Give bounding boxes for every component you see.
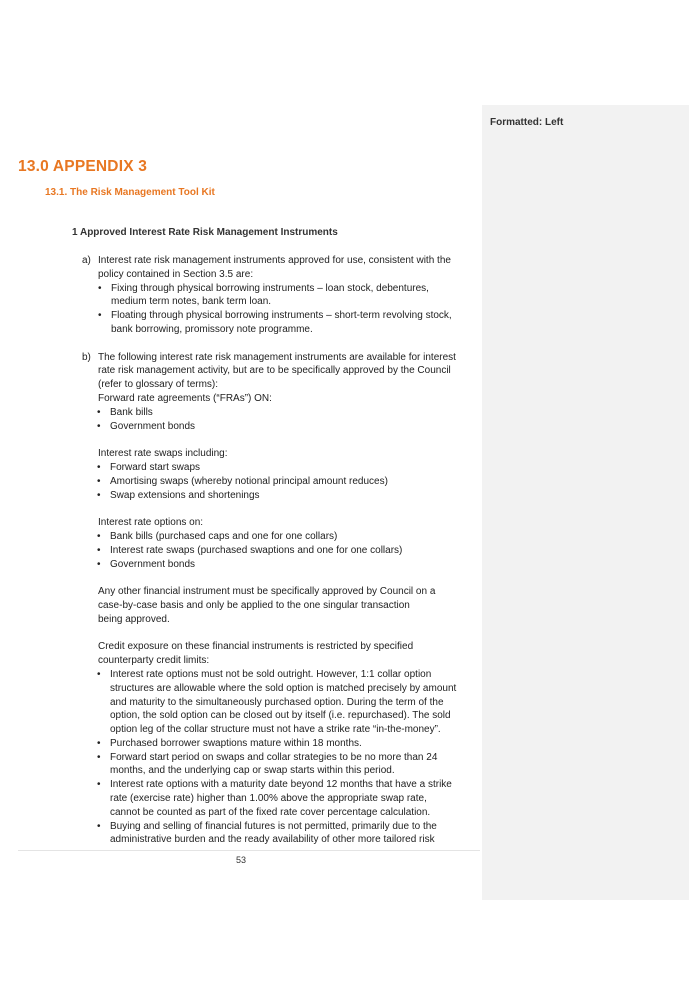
paragraph-line: Credit exposure on these financial instruments is restricted by specified xyxy=(98,641,414,653)
list-item: • Swap extensions and shortenings xyxy=(97,489,482,503)
list-item: • Bank bills (purchased caps and one for one collars) xyxy=(97,530,482,544)
list-item xyxy=(97,751,482,779)
section-subheading: 13.1. The Risk Management Tool Kit xyxy=(45,187,215,198)
swaps-intro: Interest rate swaps including: xyxy=(98,448,228,460)
list-item: • Bank bills xyxy=(97,406,482,420)
appendix-heading: 13.0 APPENDIX 3 xyxy=(18,158,148,175)
list-item: • Forward start swaps xyxy=(97,461,482,475)
item-b xyxy=(82,351,482,406)
list-item-line: months, and the underlying cap or swap starts within this period. xyxy=(110,765,395,777)
item-a-line: Interest rate risk management instruments approved for use, consistent with the xyxy=(98,255,451,266)
fra-intro: Forward rate agreements (“FRAs”) ON: xyxy=(98,392,272,404)
list-item-line: • Purchased borrower swaptions mature within 18 months. xyxy=(110,737,362,749)
page-number: 53 xyxy=(235,855,246,865)
list-item: • Interest rate swaps (purchased swaptions and one for one collars) xyxy=(97,544,482,558)
list-item xyxy=(97,737,482,751)
comment-pane xyxy=(482,105,689,900)
item-a xyxy=(82,254,482,282)
item-a-line: policy contained in Section 3.5 are: xyxy=(98,268,254,280)
list-item: • Government bonds xyxy=(97,420,482,434)
list-item xyxy=(97,668,482,737)
paragraph-line: being approved. xyxy=(98,613,170,625)
list-item-line: • Floating through physical borrowing instruments – short-term revolving stock, xyxy=(111,310,452,322)
list-item xyxy=(97,820,482,848)
instruments-heading: 1 Approved Interest Rate Risk Management Instruments xyxy=(72,227,338,238)
list-item-line: • Fixing through physical borrowing instruments – loan stock, debentures, xyxy=(111,282,429,294)
list-item-line: rate (exercise rate) higher than 1.00% above the appropriate swap rate, xyxy=(110,793,427,805)
footer-divider xyxy=(18,850,480,851)
list-item-line: • Buying and selling of financial futures is not permitted, primarily due to the xyxy=(110,820,437,832)
item-b-line: The following interest rate risk management instruments are available for interest xyxy=(98,351,456,363)
list-item-line: • Interest rate options with a maturity date beyond 12 months that have a strike xyxy=(110,779,452,791)
list-item xyxy=(98,282,482,310)
list-item-line: bank borrowing, promissory note programme. xyxy=(111,323,313,335)
list-item-line: cannot be counted as part of the fixed rate cover percentage calculation. xyxy=(110,806,431,818)
options-intro: Interest rate options on: xyxy=(98,517,204,529)
list-item: • Government bonds xyxy=(97,558,482,572)
document-body xyxy=(82,254,482,847)
list-item-line: • Forward start period on swaps and collar strategies to be no more than 24 xyxy=(110,751,438,763)
list-item-line: and maturity to the simultaneously purchased option. During the term of the xyxy=(110,696,444,708)
list-item-line: option leg of the collar structure must not have a strike rate “in-the-money”. xyxy=(110,724,441,736)
paragraph-line: case-by-case basis and only be applied to the one singular transaction xyxy=(98,599,410,611)
item-a-marker: a) xyxy=(82,255,91,266)
list-item-line: administrative burden and the ready availability of other more tailored risk xyxy=(110,834,435,846)
list-item-line: medium term notes, bank term loan. xyxy=(111,296,272,308)
item-b-marker: b) xyxy=(82,351,91,363)
list-item: • Amortising swaps (whereby notional principal amount reduces) xyxy=(97,475,482,489)
list-item xyxy=(98,309,482,337)
item-b-line: (refer to glossary of terms): xyxy=(98,379,219,391)
other-instruments-paragraph xyxy=(98,585,482,626)
paragraph-line: Any other financial instrument must be specifically approved by Council on a xyxy=(98,586,436,598)
paragraph-line: counterparty credit limits: xyxy=(98,655,210,667)
list-item-line: structures are allowable where the sold option is matched precisely by amount xyxy=(110,682,457,694)
credit-exposure-paragraph xyxy=(98,640,482,668)
list-item xyxy=(97,778,482,819)
list-item-line: • Interest rate options must not be sold outright. However, 1:1 collar option xyxy=(110,668,432,680)
item-b-line: rate risk management activity, but are to be specifically approved by the Council xyxy=(98,365,451,377)
comment-label[interactable]: Formatted: Left xyxy=(490,117,564,128)
list-item-line: option, the sold option can be closed out by itself (i.e. repurchased). The sold xyxy=(110,710,451,722)
